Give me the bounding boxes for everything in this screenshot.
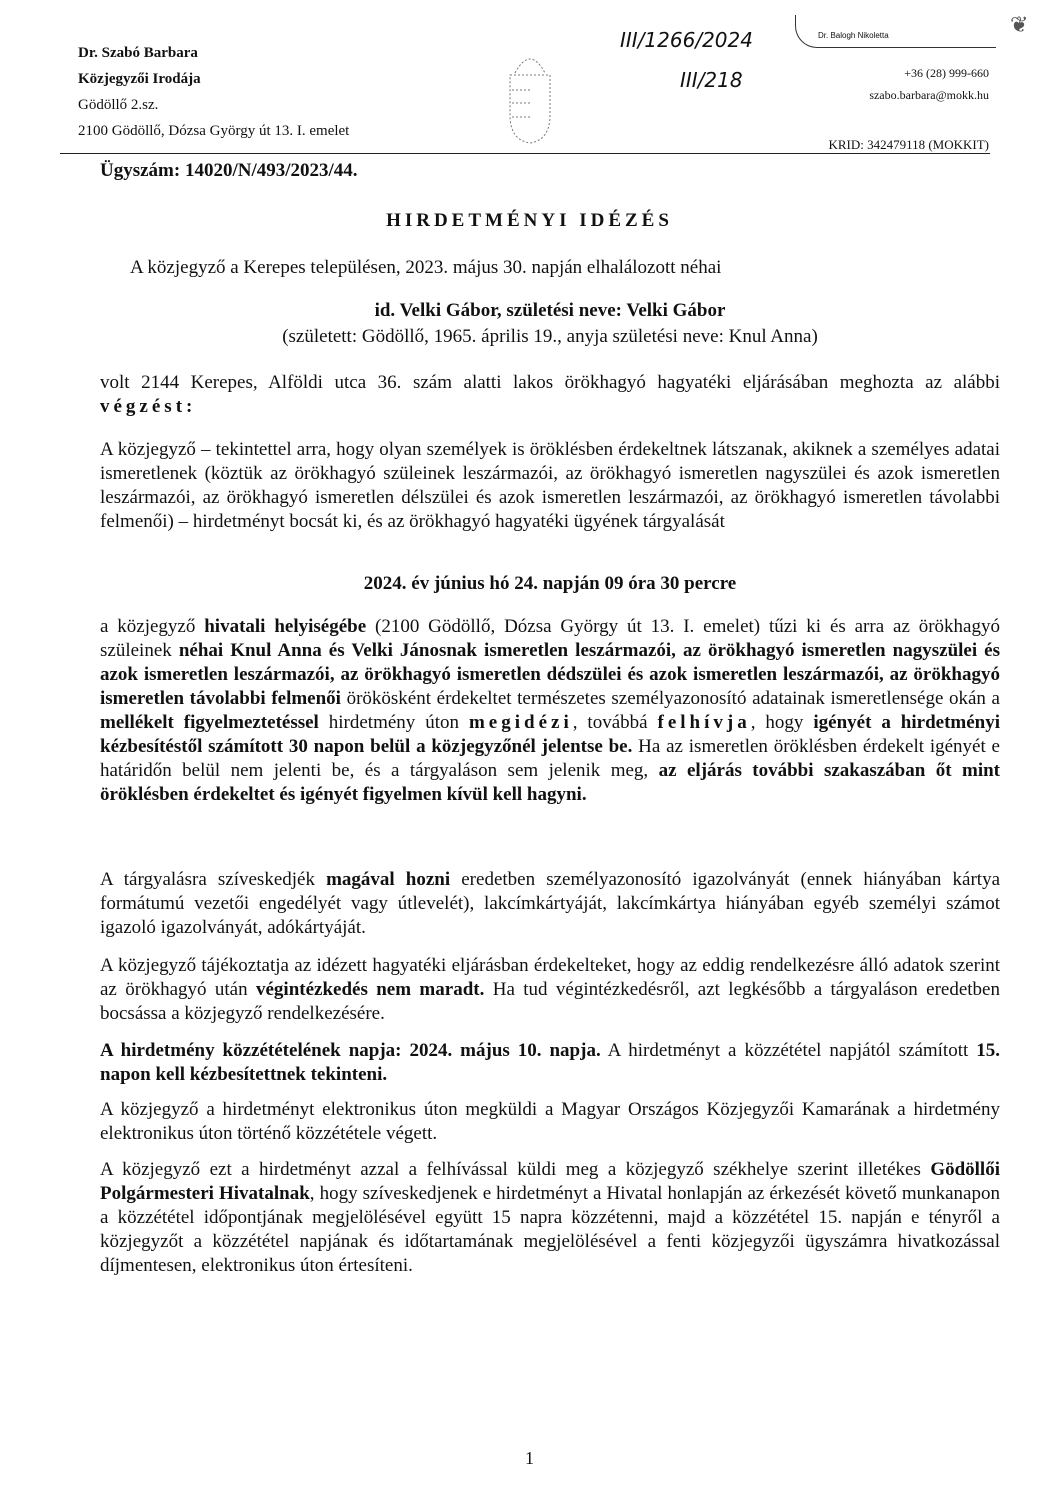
text-segment: néhai Knul Anna és Velki Jánosnak ismeretlen leszármazói, az örökhagyó ismeretlen nagyszülei és azok ismeretlen leszármazói, az örökhagyó ismeretlen dédszülei és azok ismeretlen leszármazói, az örökhagyó ismeretlen távolabbi felmenői bbox=[100, 640, 1000, 709]
text-segment: Ha az ismeretlen öröklésben érdekelt igényét e határidőn belül nem jelenti be, és a tárgyaláson sem jelenik meg, bbox=[100, 736, 1000, 781]
text-segment: A hirdetményt a közzététel napjától számított bbox=[600, 1040, 977, 1061]
text-segment: A közjegyző tájékoztatja az idézett hagyatéki eljárásban érdekelteket, hogy az eddig rendelkezésre álló adatok szerint az örökhagyó után bbox=[100, 955, 1000, 1000]
text-segment: hirdetmény úton bbox=[318, 712, 469, 733]
signature-stamp bbox=[795, 15, 996, 48]
email: szabo.barbara@mokk.hu bbox=[869, 88, 989, 102]
paragraph bbox=[100, 1158, 1000, 1278]
text-segment: megidézi bbox=[468, 712, 573, 733]
office-name: Dr. Szabó Barbara bbox=[78, 45, 198, 61]
paragraph bbox=[100, 371, 1000, 419]
text-segment: hivatali helyiségébe bbox=[204, 616, 367, 637]
office-header bbox=[78, 40, 349, 144]
office-title: Közjegyzői Irodája bbox=[78, 71, 201, 87]
text-segment: az eljárás további szakaszában őt mint öröklésben érdekeltet és igényét figyelmen kívül kell hagyni. bbox=[100, 760, 1000, 805]
text-segment: eredetben személyazonosító igazolványát (ennek hiányában kártya formátumú vezetői engedélyét vagy útlevelét), lakcímkártyáját, lakcímkártya hiányában egyéb személyi számot igazoló igazolványát, adókártyáját. bbox=[100, 869, 1000, 938]
text-segment: , hogy szíveskedjenek e hirdetményt a Hivatal honlapján az érkezését követő munkanapon a közzététel időpontjának megjelölésével együtt 15 napra közzétenni, majd a közzététel 15. napján e tényről a közjegyzőt a közzététel napjának és időtartamának megjelölésével a fenti közjegyzői ügyszámra hivatkozással díjmentesen, elektronikus úton értesíteni. bbox=[100, 1183, 1000, 1276]
office-address: 2100 Gödöllő, Dózsa György út 13. I. emelet bbox=[78, 123, 350, 139]
text-segment: végintézkedés nem maradt. bbox=[255, 979, 485, 1000]
text-segment: A közjegyző – tekintettel arra, hogy olyan személyek is öröklésben érdekeltnek látszanak, akiknek a személyes adatai ismeretlenek (köztük az örökhagyó szüleinek leszármazói, az örökhagyó ismeretlen nagyszülei és azok ismeretlen leszármazói, az örökhagyó ismeretlen délszülei és azok ismeretlen leszármazói, az örökhagyó ismeretlen távolabbi felmenői) – hirdetményt bocsát ki, és az örökhagyó hagyatéki ügyének tárgyalását bbox=[100, 439, 1000, 532]
paragraph bbox=[100, 1098, 1000, 1146]
text-segment: volt 2144 Kerepes, Alföldi utca 36. szám alatti lakos örökhagyó hagyatéki eljárásában meghozta az alábbi bbox=[100, 372, 1000, 393]
text-segment: Ha tud végintézkedésről, azt legkésőbb a tárgyaláson eredetben bocsássa a közjegyző rendelkezésére. bbox=[100, 979, 1000, 1024]
intro-text: A közjegyző a Kerepes településen, 2023. május 30. napján elhalálozott néhai bbox=[130, 257, 722, 278]
handwritten-sub-number: III/218 bbox=[680, 68, 743, 92]
coat-of-arms-icon bbox=[505, 45, 555, 145]
case-number: Ügyszám: 14020/N/493/2023/44. bbox=[100, 160, 358, 181]
emblem-icon: ❦ bbox=[1010, 12, 1029, 37]
paragraph bbox=[100, 954, 1000, 1026]
page-number: 1 bbox=[525, 1448, 534, 1468]
text-segment: mellékelt figyelmeztetéssel bbox=[100, 712, 319, 733]
handwritten-filing-number: III/1266/2024 bbox=[620, 28, 753, 52]
signature-stamp-text: Dr. Balogh Nikoletta bbox=[818, 31, 889, 40]
text-segment: , továbbá bbox=[572, 712, 658, 733]
paragraph bbox=[100, 615, 1000, 807]
deceased-name: id. Velki Gábor, születési neve: Velki Gábor bbox=[374, 300, 726, 321]
text-segment: A tárgyalásra szíveskedjék bbox=[100, 869, 327, 890]
header-divider bbox=[60, 153, 990, 154]
paragraph bbox=[100, 438, 1000, 534]
text-segment: A hirdetmény közzétételének napja: 2024. május 10. napja. bbox=[100, 1040, 601, 1061]
document-title: HIRDETMÉNYI IDÉZÉS bbox=[386, 210, 673, 231]
text-segment: Gödöllői Polgármesteri Hivatalnak bbox=[100, 1159, 1000, 1204]
text-segment: A közjegyző ezt a hirdetményt azzal a felhívással küldi meg a közjegyző székhelye szerint illetékes bbox=[100, 1159, 931, 1180]
text-segment: (2100 Gödöllő, Dózsa György út 13. I. emelet) tűzi ki és arra az örökhagyó szüleinek bbox=[100, 616, 1000, 661]
office-seat: Gödöllő 2.sz. bbox=[78, 97, 159, 113]
text-segment: örökösként érdekeltet természetes személyazonosító adatainak ismeretlensége okán a bbox=[340, 688, 1000, 709]
text-segment: a közjegyző bbox=[100, 616, 205, 637]
text-segment: felhívja bbox=[657, 712, 751, 733]
deceased-birth: (született: Gödöllő, 1965. április 19., anyja születési neve: Knul Anna) bbox=[282, 326, 818, 347]
text-segment: 15. napon kell kézbesítettnek tekinteni. bbox=[100, 1040, 1000, 1085]
text-segment: magával hozni bbox=[326, 869, 451, 890]
text-segment: , hogy bbox=[750, 712, 814, 733]
paragraph bbox=[100, 868, 1000, 940]
krid: KRID: 342479118 (MOKKIT) bbox=[828, 137, 989, 152]
text-segment: igényét a hirdetményi kézbesítéstől számított 30 napon belül a közjegyzőnél jelentse be. bbox=[100, 712, 1001, 757]
hearing-date: 2024. év június hó 24. napján 09 óra 30 percre bbox=[363, 573, 737, 594]
paragraph bbox=[100, 1039, 1000, 1087]
text-segment: A közjegyző a hirdetményt elektronikus úton megküldi a Magyar Országos Közjegyzői Kamarának a hirdetmény elektronikus úton történő közzététele végett. bbox=[100, 1099, 1000, 1144]
text-segment: végzést: bbox=[100, 396, 197, 417]
phone: +36 (28) 999-660 bbox=[904, 66, 989, 80]
